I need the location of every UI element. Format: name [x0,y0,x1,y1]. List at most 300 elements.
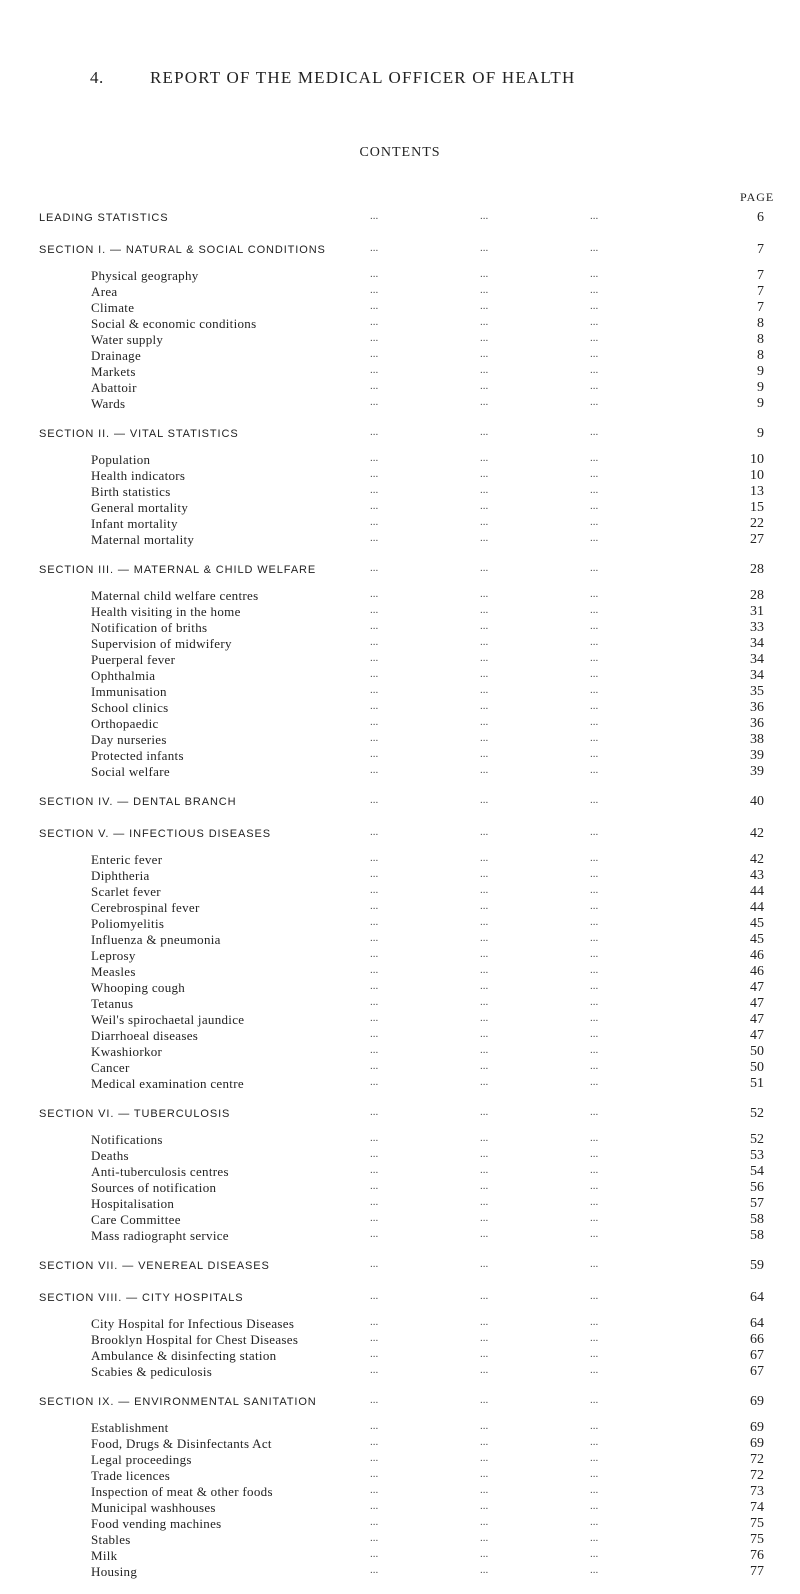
leader-dot: ... [590,1532,599,1544]
toc-section-heading[interactable] [0,562,800,580]
toc-entry[interactable] [0,716,800,732]
toc-entry[interactable] [0,1500,800,1516]
entry-page: 13 [750,484,764,499]
toc-entry[interactable] [0,452,800,468]
entry-label: Influenza & pneumonia [91,932,221,947]
entry-label: Diarrhoeal diseases [91,1028,199,1043]
leader-dot: ... [370,1212,379,1224]
entry-label: Care Committee [91,1212,181,1227]
entry-page: 47 [750,1028,764,1043]
leader-dot: ... [480,1348,489,1360]
toc-entry[interactable] [0,1316,800,1332]
leader-dot: ... [480,452,489,464]
spacer [0,1308,800,1316]
leader-dot: ... [370,532,379,544]
leader-dot: ... [590,1316,599,1328]
leader-dot: ... [370,748,379,760]
entry-page: 75 [750,1516,764,1531]
toc-entry[interactable] [0,980,800,996]
leader-dot: ... [370,1332,379,1344]
entry-label: Whooping cough [91,980,186,995]
toc-entry[interactable] [0,932,800,948]
toc-entry[interactable] [0,348,800,364]
toc-entry[interactable] [0,1452,800,1468]
entry-page: 47 [750,980,764,995]
entry-label: Health visiting in the home [91,604,241,619]
entry-label: Population [91,452,151,467]
toc-entry[interactable] [0,620,800,636]
toc-entry[interactable] [0,900,800,916]
section-page: 52 [750,1106,764,1121]
leader-dot: ... [480,380,489,392]
spacer [0,1276,800,1290]
leader-dot: ... [370,1028,379,1040]
entry-label: Poliomyelitis [91,916,165,931]
toc-entry[interactable] [0,516,800,532]
leader-dot: ... [590,636,599,648]
leader-dot: ... [370,1548,379,1560]
leader-dot: ... [370,1060,379,1072]
leader-dot: ... [480,300,489,312]
leader-dot: ... [480,332,489,344]
toc-entry[interactable] [0,1348,800,1364]
leader-dot: ... [480,1028,489,1040]
entry-page: 28 [750,588,764,603]
toc-entry[interactable] [0,1436,800,1452]
leader-dot: ... [590,364,599,376]
leader-dot: ... [480,868,489,880]
toc-section [0,1258,800,1290]
toc-entry[interactable] [0,332,800,348]
entry-label: Abattoir [91,380,137,395]
leader-dot: ... [480,1484,489,1496]
toc-entry[interactable] [0,1196,800,1212]
toc-entry[interactable] [0,948,800,964]
toc-entry[interactable] [0,1132,800,1148]
entry-page: 56 [750,1180,764,1195]
entry-label: Puerperal fever [91,652,176,667]
toc-section-heading[interactable] [0,794,800,812]
toc-entry[interactable] [0,916,800,932]
toc-entry[interactable] [0,588,800,604]
leader-dot: ... [590,1420,599,1432]
leader-dot: ... [370,732,379,744]
leader-dot: ... [590,620,599,632]
entry-page: 10 [750,452,764,467]
leader-dot: ... [590,700,599,712]
toc-section-heading[interactable] [0,210,800,228]
leader-dot: ... [480,268,489,280]
leader-dot: ... [370,652,379,664]
spacer [0,1124,800,1132]
leader-dot: ... [480,1364,489,1376]
toc-entry[interactable] [0,1420,800,1436]
leader-dot: ... [370,468,379,480]
leader-dot: ... [480,1212,489,1224]
entry-label: Weil's spirochaetal jaundice [91,1012,245,1027]
leader-dot: ... [590,652,599,664]
leader-dot: ... [370,300,379,312]
toc-entry[interactable] [0,284,800,300]
entry-page: 39 [750,764,764,779]
leader-dot: ... [590,532,599,544]
toc-entry[interactable] [0,732,800,748]
leader-dot: ... [590,284,599,296]
leader-dot: ... [590,562,599,574]
toc-entry[interactable] [0,500,800,516]
leader-dot: ... [590,300,599,312]
entry-label: School clinics [91,700,169,715]
entry-label: Brooklyn Hospital for Chest Diseases [91,1332,299,1347]
entry-label: Scabies & pediculosis [91,1364,213,1379]
leader-dot: ... [480,1164,489,1176]
leader-dot: ... [370,964,379,976]
entry-label: Sources of notification [91,1180,217,1195]
leader-dot: ... [480,1420,489,1432]
spacer [0,1092,800,1106]
entry-label: Legal proceedings [91,1452,192,1467]
leader-dot: ... [370,484,379,496]
leader-dot: ... [370,1180,379,1192]
leader-dot: ... [480,588,489,600]
entry-label: Stables [91,1532,131,1547]
leader-dot: ... [370,1516,379,1528]
entry-label: Maternal child welfare centres [91,588,259,603]
leader-dot: ... [590,1148,599,1160]
toc-entry[interactable] [0,684,800,700]
leader-dot: ... [370,316,379,328]
toc-entry[interactable] [0,364,800,380]
leader-dot: ... [480,1452,489,1464]
leader-dot: ... [480,1012,489,1024]
toc-entry[interactable] [0,396,800,412]
toc-entry[interactable] [0,1148,800,1164]
toc-entry[interactable] [0,1564,800,1580]
leader-dot: ... [370,1228,379,1240]
leader-dot: ... [370,1532,379,1544]
entry-page: 9 [757,396,764,411]
leader-dot: ... [480,1468,489,1480]
entry-label: Establishment [91,1420,169,1435]
leader-dot: ... [480,932,489,944]
leader-dot: ... [370,852,379,864]
leader-dot: ... [590,684,599,696]
toc-entry[interactable] [0,1364,800,1380]
spacer [0,580,800,588]
spacer [0,844,800,852]
toc-entry[interactable] [0,532,800,548]
entry-label: Diphtheria [91,868,150,883]
entry-page: 67 [750,1364,764,1379]
toc-section-heading[interactable] [0,826,800,844]
leader-dot: ... [370,242,379,254]
entry-label: Notification of briths [91,620,208,635]
toc-entry[interactable] [0,764,800,780]
entry-page: 9 [757,380,764,395]
leader-dot: ... [480,826,489,838]
entry-page: 58 [750,1212,764,1227]
entry-label: Orthopaedic [91,716,159,731]
section-title: SECTION IV. — DENTAL BRANCH [39,796,237,808]
leader-dot: ... [480,1044,489,1056]
entry-label: Milk [91,1548,118,1563]
leader-dot: ... [590,1348,599,1360]
leader-dot: ... [370,868,379,880]
leader-dot: ... [370,700,379,712]
leader-dot: ... [480,516,489,528]
leader-dot: ... [370,620,379,632]
entry-page: 36 [750,700,764,715]
leader-dot: ... [480,242,489,254]
leader-dot: ... [590,1516,599,1528]
entry-label: Birth statistics [91,484,171,499]
entry-page: 7 [757,268,764,283]
entry-page: 34 [750,636,764,651]
entry-label: Health indicators [91,468,186,483]
section-title: SECTION VII. — VENEREAL DISEASES [39,1260,270,1272]
leader-dot: ... [370,364,379,376]
leader-dot: ... [590,1106,599,1118]
leader-dot: ... [370,500,379,512]
leader-dot: ... [480,210,489,222]
toc-entry[interactable] [0,1548,800,1564]
entry-page: 33 [750,620,764,635]
toc-section [0,794,800,826]
entry-page: 27 [750,532,764,547]
leader-dot: ... [480,426,489,438]
leader-dot: ... [370,636,379,648]
entry-page: 7 [757,300,764,315]
toc-entry[interactable] [0,604,800,620]
leader-dot: ... [370,932,379,944]
entry-label: General mortality [91,500,189,515]
leader-dot: ... [590,1012,599,1024]
entry-label: Inspection of meat & other foods [91,1484,273,1499]
entry-page: 69 [750,1436,764,1451]
entry-label: Wards [91,396,126,411]
section-page: 59 [750,1258,764,1273]
leader-dot: ... [370,948,379,960]
section-page: 6 [757,210,764,225]
toc-entry[interactable] [0,652,800,668]
leader-dot: ... [590,732,599,744]
entry-page: 36 [750,716,764,731]
toc-entry[interactable] [0,1516,800,1532]
entry-page: 43 [750,868,764,883]
toc-section-heading[interactable] [0,1290,800,1308]
toc-entry[interactable] [0,1028,800,1044]
leader-dot: ... [590,484,599,496]
leader-dot: ... [370,604,379,616]
section-title: SECTION II. — VITAL STATISTICS [39,428,239,440]
toc-entry[interactable] [0,1332,800,1348]
leader-dot: ... [370,1164,379,1176]
toc-entry[interactable] [0,1164,800,1180]
leader-dot: ... [480,562,489,574]
leader-dot: ... [590,452,599,464]
leader-dot: ... [480,764,489,776]
leader-dot: ... [590,794,599,806]
leader-dot: ... [370,1394,379,1406]
entry-page: 76 [750,1548,764,1563]
leader-dot: ... [370,562,379,574]
leader-dot: ... [480,364,489,376]
leader-dot: ... [370,1364,379,1376]
leader-dot: ... [370,1500,379,1512]
leader-dot: ... [480,1516,489,1528]
leader-dot: ... [590,916,599,928]
leader-dot: ... [590,996,599,1008]
section-page: 69 [750,1394,764,1409]
leader-dot: ... [590,1060,599,1072]
section-title: SECTION V. — INFECTIOUS DISEASES [39,828,271,840]
section-title: LEADING STATISTICS [39,212,169,224]
leader-dot: ... [370,1012,379,1024]
leader-dot: ... [370,1148,379,1160]
toc-entry[interactable] [0,668,800,684]
spacer [0,1380,800,1394]
toc-entry[interactable] [0,1468,800,1484]
leader-dot: ... [370,588,379,600]
entry-label: Markets [91,364,136,379]
leader-dot: ... [590,980,599,992]
entry-page: 44 [750,900,764,915]
toc-entry[interactable] [0,868,800,884]
toc-entry[interactable] [0,1212,800,1228]
toc-entry[interactable] [0,1484,800,1500]
leader-dot: ... [480,700,489,712]
toc-entry[interactable] [0,1076,800,1092]
toc-entry[interactable] [0,852,800,868]
contents-title: CONTENTS [359,145,441,160]
leader-dot: ... [480,916,489,928]
leader-dot: ... [590,396,599,408]
entry-page: 31 [750,604,764,619]
entry-page: 74 [750,1500,764,1515]
leader-dot: ... [480,284,489,296]
spacer [0,444,800,452]
leader-dot: ... [590,1132,599,1144]
toc-entry[interactable] [0,1044,800,1060]
section-title: SECTION VI. — TUBERCULOSIS [39,1108,231,1120]
toc-section-heading[interactable] [0,426,800,444]
toc-entry[interactable] [0,1060,800,1076]
toc-entry[interactable] [0,484,800,500]
spacer [0,412,800,426]
leader-dot: ... [590,380,599,392]
entry-label: Medical examination centre [91,1076,244,1091]
toc-section [0,426,800,562]
leader-dot: ... [590,1164,599,1176]
leader-dot: ... [590,516,599,528]
leader-dot: ... [370,268,379,280]
toc-section-heading[interactable] [0,1394,800,1412]
section-page: 7 [757,242,764,257]
leader-dot: ... [370,996,379,1008]
entry-page: 69 [750,1420,764,1435]
entry-page: 66 [750,1332,764,1347]
toc-entry[interactable] [0,1532,800,1548]
leader-dot: ... [590,1436,599,1448]
toc-section-heading[interactable] [0,1106,800,1124]
entry-label: Food vending machines [91,1516,222,1531]
entry-page: 58 [750,1228,764,1243]
entry-label: Measles [91,964,136,979]
spacer [0,548,800,562]
leader-dot: ... [590,1258,599,1270]
leader-dot: ... [480,1548,489,1560]
toc-entry[interactable] [0,1012,800,1028]
toc-entry[interactable] [0,1180,800,1196]
section-page: 28 [750,562,764,577]
entry-page: 38 [750,732,764,747]
leader-dot: ... [480,1148,489,1160]
leader-dot: ... [480,604,489,616]
toc-entry[interactable] [0,636,800,652]
leader-dot: ... [370,1564,379,1576]
toc-section-heading[interactable] [0,242,800,260]
toc-entry[interactable] [0,700,800,716]
toc-entry[interactable] [0,268,800,284]
leader-dot: ... [480,1076,489,1088]
entry-label: Area [91,284,118,299]
entry-label: Kwashiorkor [91,1044,163,1059]
leader-dot: ... [370,1436,379,1448]
entry-page: 53 [750,1148,764,1163]
toc-entry[interactable] [0,884,800,900]
leader-dot: ... [370,668,379,680]
entry-page: 7 [757,284,764,299]
toc-entry[interactable] [0,468,800,484]
leader-dot: ... [480,348,489,360]
toc-entry[interactable] [0,996,800,1012]
leader-dot: ... [370,916,379,928]
leader-dot: ... [370,764,379,776]
spacer [0,1580,800,1594]
toc-entry[interactable] [0,964,800,980]
leader-dot: ... [590,1394,599,1406]
leader-dot: ... [590,332,599,344]
leader-dot: ... [480,1132,489,1144]
leader-dot: ... [370,684,379,696]
leader-dot: ... [590,588,599,600]
leader-dot: ... [480,1258,489,1270]
entry-page: 75 [750,1532,764,1547]
toc-entry[interactable] [0,380,800,396]
leader-dot: ... [370,426,379,438]
entry-label: Protected infants [91,748,184,763]
entry-label: Immunisation [91,684,167,699]
leader-dot: ... [370,396,379,408]
toc-entry[interactable] [0,748,800,764]
leader-dot: ... [590,868,599,880]
leader-dot: ... [590,268,599,280]
toc-entry[interactable] [0,316,800,332]
spacer [0,260,800,268]
leader-dot: ... [590,884,599,896]
section-page: 40 [750,794,764,809]
leader-dot: ... [370,884,379,896]
entry-page: 50 [750,1044,764,1059]
leader-dot: ... [590,1564,599,1576]
toc-entry[interactable] [0,300,800,316]
toc-section-heading[interactable] [0,1258,800,1276]
leader-dot: ... [590,1468,599,1480]
toc-entry[interactable] [0,1228,800,1244]
entry-label: Physical geography [91,268,199,283]
entry-label: Ophthalmia [91,668,156,683]
leader-dot: ... [480,1196,489,1208]
